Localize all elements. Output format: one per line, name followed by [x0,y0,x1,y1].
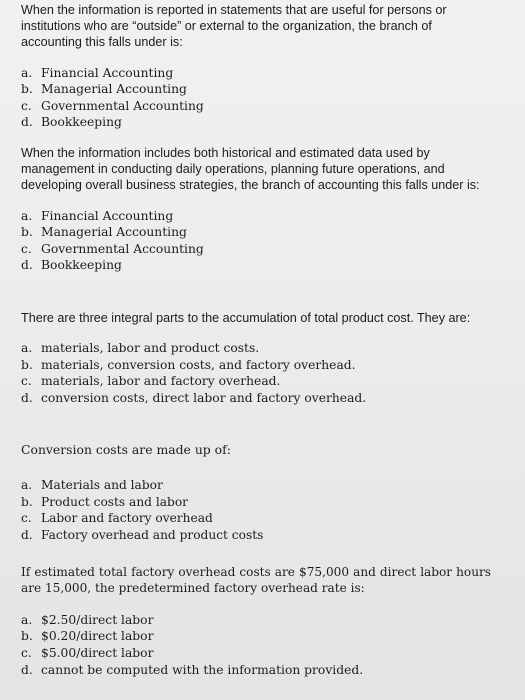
option-text: materials, conversion costs, and factory overhead. [41,357,356,372]
option-text: Governmental Accounting [41,241,204,256]
option-text: Bookkeeping [41,115,122,130]
question-3-stem: There are three integral parts to the accumulation of total product cost. They are: [21,311,471,325]
question-5-options [21,612,491,678]
question-3-options [21,340,491,406]
option-2b: b. Managerial Accounting [21,225,187,240]
option-1c: c. Governmental Accounting [21,98,204,113]
option-5d: d. cannot be computed with the information provided. [21,662,364,677]
option-3b: b. materials, conversion costs, and factory overhead. [21,357,356,372]
option-text: Materials and labor [41,478,163,493]
option-text: $0.20/direct labor [41,629,154,644]
question-4-options [21,477,491,543]
option-1d: d. Bookkeeping [21,115,122,130]
option-5c: c. $5.00/direct labor [21,646,154,660]
option-text: Governmental Accounting [41,98,204,113]
option-text: $5.00/direct labor [41,646,154,660]
question-3 [21,310,491,407]
option-3a: a. materials, labor and product costs. [21,341,260,356]
option-1b: b. Managerial Accounting [21,82,187,97]
option-text: cannot be computed with the information provided. [41,662,364,677]
option-text: Factory overhead and product costs [41,527,264,542]
option-text: Bookkeeping [41,258,122,273]
option-text: conversion costs, direct labor and factory overhead. [41,390,367,405]
option-4a: a. Materials and labor [21,478,163,493]
question-5 [21,564,491,678]
question-5-stem: If estimated total factory overhead costs are $75,000 and direct labor hours are 15,000, the predetermined factory overhead rate is: [21,565,491,596]
option-text: materials, labor and product costs. [41,341,260,356]
option-text: Financial Accounting [41,65,174,80]
option-5b: b. $0.20/direct labor [21,629,154,644]
option-text: Product costs and labor [41,494,188,509]
option-2a: a. Financial Accounting [21,208,174,223]
option-2c: c. Governmental Accounting [21,241,204,256]
question-4-stem: Conversion costs are made up of: [21,442,231,457]
question-1-options [21,65,491,131]
option-text: $2.50/direct labor [41,612,154,627]
option-3c: c. materials, labor and factory overhead. [21,374,281,389]
question-4 [21,442,491,544]
question-1-stem: When the information is reported in statements that are useful for persons or institutions who are “outside” or external to the organization, the branch of accounting this falls under is: [21,3,447,50]
option-2d: d. Bookkeeping [21,258,122,273]
question-2-options [21,208,491,274]
option-text: Managerial Accounting [41,82,187,97]
option-text: Financial Accounting [41,208,174,223]
question-2-stem: When the information includes both historical and estimated data used by management in conducting daily operations, planning future operations, and developing overall business strategies, the branch of accounting this falls under is: [21,146,480,193]
option-1a: a. Financial Accounting [21,65,174,80]
question-1 [21,2,491,131]
option-4d: d. Factory overhead and product costs [21,527,264,542]
option-text: Managerial Accounting [41,225,187,240]
option-3d: d. conversion costs, direct labor and factory overhead. [21,390,367,405]
option-4b: b. Product costs and labor [21,494,188,509]
option-text: materials, labor and factory overhead. [41,374,281,389]
question-2 [21,145,491,274]
option-4c: c. Labor and factory overhead [21,511,213,526]
option-text: Labor and factory overhead [41,511,213,526]
option-5a: a. $2.50/direct labor [21,612,154,627]
